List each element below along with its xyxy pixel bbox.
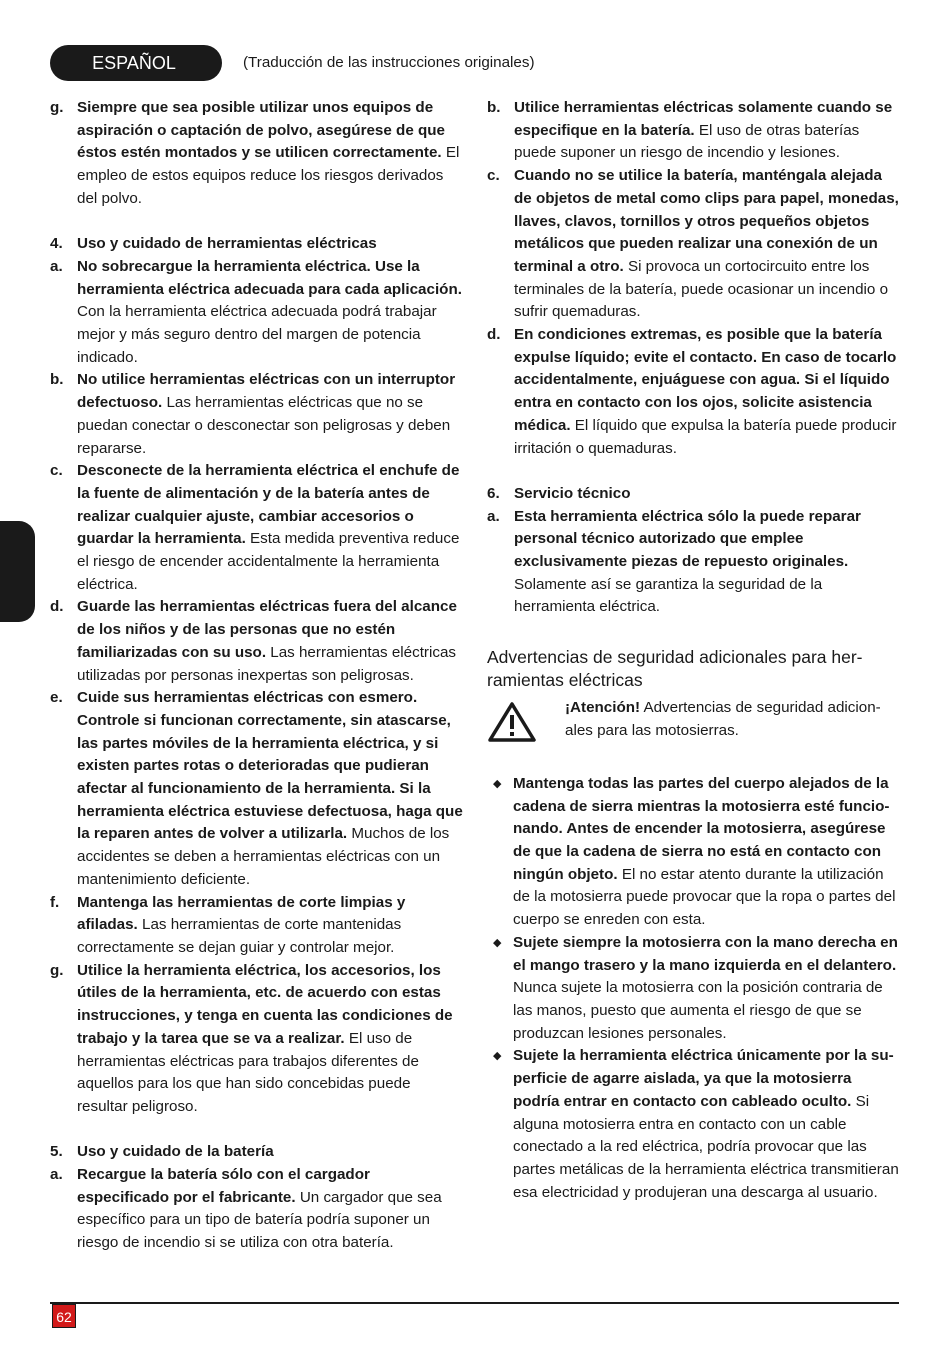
item-label: a. (50, 257, 63, 275)
item-text: El empleo de estos equipos reduce los riesgos derivados del polvo. (77, 144, 460, 207)
list-item (487, 165, 901, 324)
language-badge: ESPAÑOL (50, 45, 222, 81)
section-title: Uso y cuidado de herramientas eléctricas (77, 235, 377, 253)
list-item (50, 1164, 464, 1255)
attention-notice (487, 697, 901, 751)
footer-divider (50, 1302, 899, 1304)
item-bold-text: Mantenga las herramientas de corte limpias y afiladas. (77, 893, 406, 934)
item-text: Solamente así se garantiza la seguridad de la herramienta eléctrica. (514, 575, 823, 616)
list-item (50, 960, 464, 1119)
item-bold-text: Utilice herramientas eléctricas solamente cuando se especifique en la batería. (514, 99, 893, 139)
item-text: El líquido que expulsa la batería puede producir irritación o quemaduras. (514, 416, 897, 457)
section-title: Uso y cuidado de la batería (77, 1143, 274, 1161)
item-bold-text: En condiciones extremas, es posible que la batería expulse líquido; evite el contacto. En caso de tocarlo accidentalmente, enjuáguese con agua. Si el líquido entra en contacto con los ojos, solicite asistencia médica. (514, 326, 897, 434)
document-subtitle: (Traducción de las instrucciones originales) (243, 54, 535, 71)
warning-triangle-icon (487, 697, 565, 751)
attention-text: Advertencias de seguridad adicion-ales para las motosierras. (565, 699, 881, 739)
item-text: Si alguna motosierra entra en contacto con un cable conectado a la red eléctrica, podría provocar que las partes metálicas de la herramienta eléctrica transmitieran esa electricidad y produjeran una descarga al usuario. (513, 1092, 899, 1201)
item-text: Las herramientas eléctricas que no se puedan conectar o desconectar son peligrosas y deben repararse. (77, 394, 451, 457)
item-label: c. (487, 167, 500, 185)
item-text: El uso de otras baterías puede suponer un riesgo de incendio y lesiones. (514, 121, 860, 162)
item-bold-text: Desconecte de la herramienta eléctrica el enchufe de la fuente de alimentación y de la batería antes de realizar cualquier ajuste, cambiar accesorios o guardar la herramienta. (77, 462, 460, 548)
item-label: g. (50, 961, 64, 979)
item-label: d. (50, 598, 64, 616)
item-text: El no estar atento durante la utilización de la motosierra puede provocar que la ropa o partes del cuerpo se enreden con esta. (513, 865, 896, 929)
item-label: e. (50, 689, 63, 707)
item-label: g. (50, 99, 64, 116)
item-bold-text: Siempre que sea posible utilizar unos equipos de aspiración o captación de polvo, asegúrese de que éstos estén montados y se utilicen correctamente. (77, 99, 445, 162)
item-text: Un cargador que sea específico para un tipo de batería podría suponer un riesgo de incendio si se utiliza con otra batería. (77, 1188, 442, 1252)
diamond-bullet-icon: ◆ (493, 936, 502, 949)
item-label: f. (50, 893, 60, 911)
section-heading-5 (50, 1141, 464, 1164)
item-label: a. (50, 1166, 63, 1184)
list-item (50, 369, 464, 460)
bullet-list-item (487, 773, 901, 932)
item-bold-text: Utilice la herramienta eléctrica, los accesorios, los útiles de la herramienta, etc. de acuerdo con estas instrucciones, y tenga en cuenta las condiciones de trabajo y la tarea que se va a realizar. (77, 961, 453, 1047)
item-text: Nunca sujete la motosierra con la posición contraria de las manos, puesto que aumenta el riesgo de que se produzcan lesiones personales. (513, 979, 883, 1042)
item-text: Muchos de los accidentes se deben a herramientas eléctricas con un mantenimiento deficiente. (77, 825, 450, 888)
item-text: El uso de herramientas eléctricas para trabajos diferentes de aquellos para los que han sido concebidas puede resultar peligroso. (77, 1029, 419, 1115)
section-heading-6 (487, 483, 901, 506)
list-item (50, 687, 464, 891)
bullet-list-item (487, 932, 901, 1046)
attention-label: ¡Atención! (565, 699, 641, 717)
additional-warnings-heading: Advertencias de seguridad adicionales para her-ramientas eléctricas (487, 646, 863, 690)
item-bold-text: Sujete siempre la motosierra con la mano derecha en el mango trasero y la mano izquierda en el delantero. (513, 933, 898, 974)
left-column (50, 97, 464, 1255)
item-bold-text: Sujete la herramienta eléctrica únicamente por la su-perficie de agarre aislada, ya que la motosierra podría entrar en contacto con cableado oculto. (513, 1047, 894, 1110)
item-bold-text: No sobrecargue la herramienta eléctrica. Use la herramienta eléctrica adecuada para cada aplicación. (77, 257, 462, 298)
list-item (487, 97, 901, 165)
section-side-tab (0, 521, 35, 622)
item-bold-text: No utilice herramientas eléctricas con un interruptor defectuoso. (77, 371, 456, 412)
section-number: 5. (50, 1143, 63, 1161)
list-item (50, 97, 464, 211)
item-text: Con la herramienta eléctrica adecuada podrá trabajar mejor y más seguro dentro del margen de potencia indicado. (77, 303, 437, 366)
right-column (487, 97, 901, 1204)
item-label: b. (50, 371, 64, 389)
bullet-list-item (487, 1045, 901, 1204)
list-item (487, 506, 901, 620)
section-number: 6. (487, 484, 500, 502)
item-bold-text: Cuando no se utilice la batería, manténgala alejada de objetos de metal como clips para papel, monedas, llaves, clavos, tornillos y otros pequeños objetos metálicos que pueden realizar una conexión de un terminal a otro. (514, 167, 899, 275)
list-item (487, 324, 901, 460)
list-item (50, 460, 464, 596)
section-title: Servicio técnico (514, 484, 631, 502)
item-bold-text: Esta herramienta eléctrica sólo la puede reparar personal técnico autorizado que emplee exclusivamente piezas de repuesto originales. (514, 507, 861, 571)
item-text: Esta medida preventiva reduce el riesgo de encender accidentalmente la herramienta eléctrica. (77, 530, 460, 593)
item-label: a. (487, 507, 500, 525)
list-item (50, 256, 464, 370)
diamond-bullet-icon: ◆ (493, 1050, 502, 1063)
item-label: d. (487, 326, 501, 344)
item-label: b. (487, 99, 501, 116)
item-text: Las herramientas eléctricas utilizadas por personas inexpertas son peligrosas. (77, 643, 456, 684)
page-number: 62 (52, 1304, 76, 1328)
item-bold-text: Mantenga todas las partes del cuerpo alejados de la cadena de sierra mientras la motosierra esté funcio-nando. Antes de encender la motosierra, asegúrese de que la cadena de sierra no está en contacto con ningún objeto. (513, 774, 890, 883)
item-label: c. (50, 462, 63, 480)
list-item (50, 892, 464, 960)
item-text: Las herramientas de corte mantenidas correctamente se dejan guiar y controlar mejor. (77, 916, 402, 956)
diamond-bullet-icon: ◆ (493, 777, 502, 790)
section-number: 4. (50, 235, 63, 253)
item-bold-text: Recargue la batería sólo con el cargador especificado por el fabricante. (77, 1166, 370, 1206)
list-item (50, 596, 464, 687)
section-heading-4 (50, 233, 464, 256)
item-bold-text: Cuide sus herramientas eléctricas con esmero. Controle si funcionan correctamente, sin atascarse, las partes móviles de la herramienta eléctrica, y si existen partes rotas o deterioradas que pudieran afectar al funcionamiento de la herramienta. Si la herramienta eléctrica estuviese defectuosa, haga que la reparen antes de volver a utilizarla. (77, 689, 463, 843)
item-text: Si provoca un cortocircuito entre los terminales de la batería, puede ocasionar un incendio o sufrir quemaduras. (514, 257, 889, 321)
item-bold-text: Guarde las herramientas eléctricas fuera del alcance de los niños y de las personas que no estén familiarizadas con su uso. (77, 598, 457, 661)
